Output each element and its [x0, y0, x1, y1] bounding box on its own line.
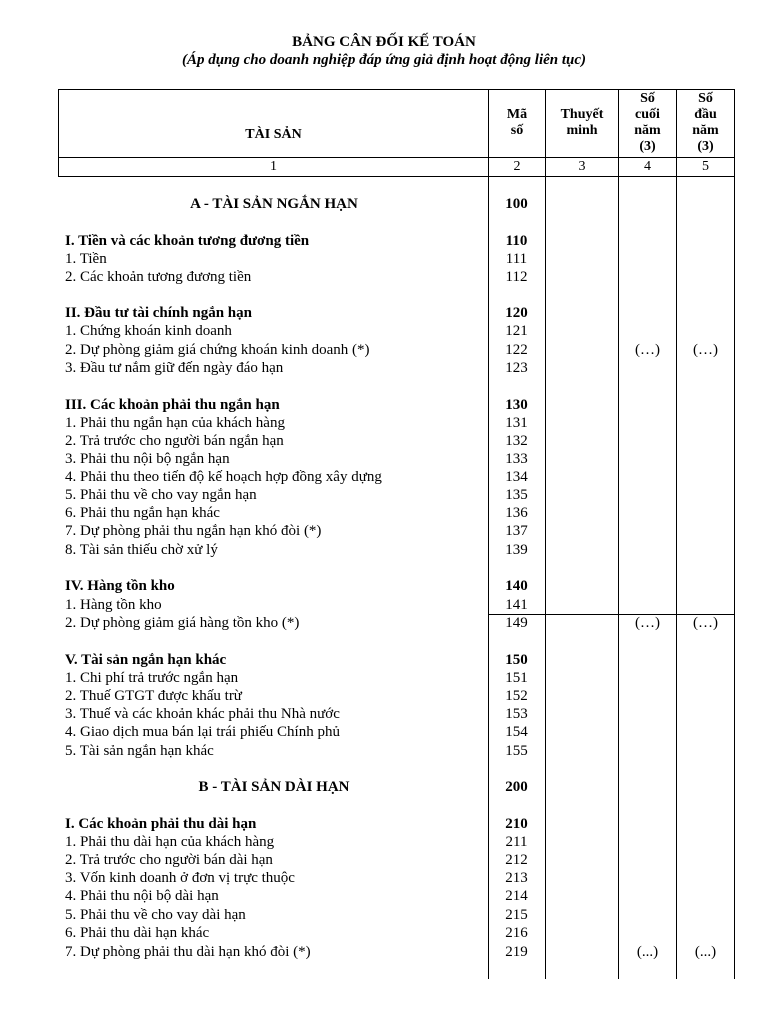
column-number-1: 1 — [270, 159, 277, 174]
row-label: 3. Đầu tư nắm giữ đến ngày đáo hạn — [65, 360, 284, 376]
row-code: 100 — [505, 196, 528, 212]
row-start-year-value: (…) — [693, 342, 718, 358]
row-label: 2. Trả trước cho người bán dài hạn — [65, 852, 273, 868]
row-code: 214 — [505, 888, 528, 904]
row-label: 5. Phải thu về cho vay dài hạn — [65, 907, 246, 923]
row-code: 110 — [505, 233, 528, 249]
row-code: 216 — [505, 925, 528, 941]
row-label: 7. Dự phòng phải thu ngắn hạn khó đòi (*) — [65, 523, 322, 539]
row-label: 3. Vốn kinh doanh ở đơn vị trực thuộc — [65, 870, 295, 886]
row-code: 154 — [505, 724, 528, 740]
table-row — [0, 577, 768, 595]
row-label: 4. Phải thu theo tiến độ kế hoạch hợp đồng xây dựng — [65, 469, 382, 485]
header-so-dau-nam-line3: năm — [692, 123, 719, 138]
row-code: 112 — [505, 269, 528, 285]
row-label: II. Đầu tư tài chính ngắn hạn — [65, 305, 252, 321]
row-end-year-value: (…) — [635, 342, 660, 358]
row-code: 111 — [505, 251, 528, 267]
header-so-dau-nam-line1: Số — [698, 91, 713, 106]
row-code: 121 — [505, 323, 528, 339]
header-ma-so — [489, 107, 545, 139]
row-code: 200 — [505, 779, 528, 795]
header-so-cuoi-nam-line2: cuối — [635, 107, 660, 122]
row-code: 150 — [505, 652, 528, 668]
row-code: 120 — [505, 305, 528, 321]
row-code: 212 — [505, 852, 528, 868]
table-row — [0, 887, 768, 905]
row-code: 213 — [505, 870, 528, 886]
row-label: IV. Hàng tồn kho — [65, 578, 175, 594]
header-tai-san: TÀI SẢN — [245, 127, 302, 142]
row-code: 136 — [505, 505, 528, 521]
header-thuyet-minh — [546, 107, 618, 139]
row-label: 2. Dự phòng giảm giá hàng tồn kho (*) — [65, 615, 300, 631]
header-so-dau-nam-line4: (3) — [697, 139, 714, 154]
row-label: 5. Phải thu về cho vay ngắn hạn — [65, 487, 257, 503]
table-row — [0, 250, 768, 268]
row-label: 2. Thuế GTGT được khấu trừ — [65, 688, 242, 704]
table-row — [0, 742, 768, 760]
header-so-dau-nam — [677, 91, 734, 155]
row-label: 3. Phải thu nội bộ ngắn hạn — [65, 451, 230, 467]
row-label: 6. Phải thu ngắn hạn khác — [65, 505, 220, 521]
row-code: 210 — [505, 816, 528, 832]
row-code: 123 — [505, 360, 528, 376]
header-so-dau-nam-line2: đầu — [694, 107, 717, 122]
row-code: 130 — [505, 397, 528, 413]
row-start-year-value: (...) — [694, 944, 717, 960]
column-number-4: 4 — [644, 159, 651, 174]
table-row — [0, 504, 768, 522]
row-label: 7. Dự phòng phải thu dài hạn khó đòi (*) — [65, 944, 311, 960]
section-row — [0, 778, 768, 796]
row-code: 137 — [505, 523, 528, 539]
table-row — [0, 414, 768, 432]
row-label: III. Các khoản phải thu ngắn hạn — [65, 397, 280, 413]
row-code: 215 — [505, 907, 528, 923]
header-so-cuoi-nam-line4: (3) — [639, 139, 656, 154]
row-label: 4. Giao dịch mua bán lại trái phiếu Chính phủ — [65, 724, 340, 740]
section-row — [0, 195, 768, 213]
header-thuyet-minh-line1: Thuyết — [560, 107, 604, 122]
header-so-cuoi-nam-line3: năm — [634, 123, 661, 138]
table-row — [0, 304, 768, 322]
table-row — [0, 450, 768, 468]
table-row — [0, 651, 768, 669]
table-row — [0, 906, 768, 924]
row-code: 151 — [505, 670, 528, 686]
row-start-year-value: (…) — [693, 615, 718, 631]
table-row — [0, 924, 768, 942]
row-label: 1. Hàng tồn kho — [65, 597, 162, 613]
row-code: 131 — [505, 415, 528, 431]
table-row — [0, 943, 768, 961]
row-code: 149 — [505, 615, 528, 631]
table-row — [0, 522, 768, 540]
row-code: 141 — [505, 597, 528, 613]
header-ma-so-line2: số — [510, 123, 524, 138]
row-code: 153 — [505, 706, 528, 722]
header-ma-so-line1: Mã — [506, 107, 528, 122]
table-row — [0, 687, 768, 705]
table-row — [0, 669, 768, 687]
row-label: V. Tài sản ngắn hạn khác — [65, 652, 227, 668]
row-label: 4. Phải thu nội bộ dài hạn — [65, 888, 219, 904]
table-row — [0, 815, 768, 833]
row-end-year-value: (…) — [635, 615, 660, 631]
header-so-cuoi-nam — [619, 91, 676, 155]
row-label: 3. Thuế và các khoản khác phải thu Nhà nước — [65, 706, 340, 722]
table-row — [0, 833, 768, 851]
table-row — [0, 705, 768, 723]
table-row — [0, 596, 768, 614]
row-code: 152 — [505, 688, 528, 704]
row-code: 135 — [505, 487, 528, 503]
table-row — [0, 614, 768, 632]
table-row — [0, 232, 768, 250]
row-label: 1. Phải thu dài hạn của khách hàng — [65, 834, 275, 850]
row-label: 2. Dự phòng giảm giá chứng khoán kinh doanh (*) — [65, 342, 370, 358]
table-row — [0, 541, 768, 559]
row-label: 1. Phải thu ngắn hạn của khách hàng — [65, 415, 285, 431]
row-code: 140 — [505, 578, 528, 594]
column-number-3: 3 — [578, 159, 586, 174]
row-code: 132 — [505, 433, 528, 449]
row-code: 122 — [505, 342, 528, 358]
table-row — [0, 851, 768, 869]
table-top-border — [58, 89, 735, 90]
table-row — [0, 341, 768, 359]
row-label: B - TÀI SẢN DÀI HẠN — [198, 779, 350, 795]
document-title: BẢNG CÂN ĐỐI KẾ TOÁN — [292, 34, 476, 50]
row-code: 133 — [505, 451, 528, 467]
table-row — [0, 396, 768, 414]
row-label: 2. Trả trước cho người bán ngắn hạn — [65, 433, 284, 449]
table-row — [0, 322, 768, 340]
table-row — [0, 869, 768, 887]
column-number-5: 5 — [702, 159, 709, 174]
header-thuyet-minh-line2: minh — [566, 123, 598, 138]
table-row — [0, 723, 768, 741]
row-label: 2. Các khoản tương đương tiền — [65, 269, 252, 285]
row-code: 134 — [505, 469, 528, 485]
row-code: 139 — [505, 542, 528, 558]
row-label: A - TÀI SẢN NGẮN HẠN — [190, 196, 358, 212]
table-row — [0, 359, 768, 377]
row-label: 1. Chi phí trả trước ngắn hạn — [65, 670, 239, 686]
row-label: 1. Tiền — [65, 251, 107, 267]
row-label: 1. Chứng khoán kinh doanh — [65, 323, 232, 339]
row-label: 8. Tài sản thiếu chờ xử lý — [65, 542, 218, 558]
row-label: 5. Tài sản ngắn hạn khác — [65, 743, 214, 759]
row-code: 219 — [505, 944, 528, 960]
table-row — [0, 268, 768, 286]
row-label: 6. Phải thu dài hạn khác — [65, 925, 210, 941]
table-row — [0, 486, 768, 504]
table-row — [0, 468, 768, 486]
row-label: I. Tiền và các khoản tương đương tiền — [65, 233, 310, 249]
row-code: 211 — [505, 834, 528, 850]
row-end-year-value: (...) — [636, 944, 659, 960]
document-subtitle: (Áp dụng cho doanh nghiệp đáp ứng giả định hoạt động liên tục) — [181, 52, 587, 68]
column-numbers-bottom-border — [58, 176, 735, 177]
row-code: 155 — [505, 743, 528, 759]
column-number-2: 2 — [513, 159, 521, 174]
row-label: I. Các khoản phải thu dài hạn — [65, 816, 257, 832]
header-so-cuoi-nam-line1: Số — [640, 91, 655, 106]
table-row — [0, 432, 768, 450]
